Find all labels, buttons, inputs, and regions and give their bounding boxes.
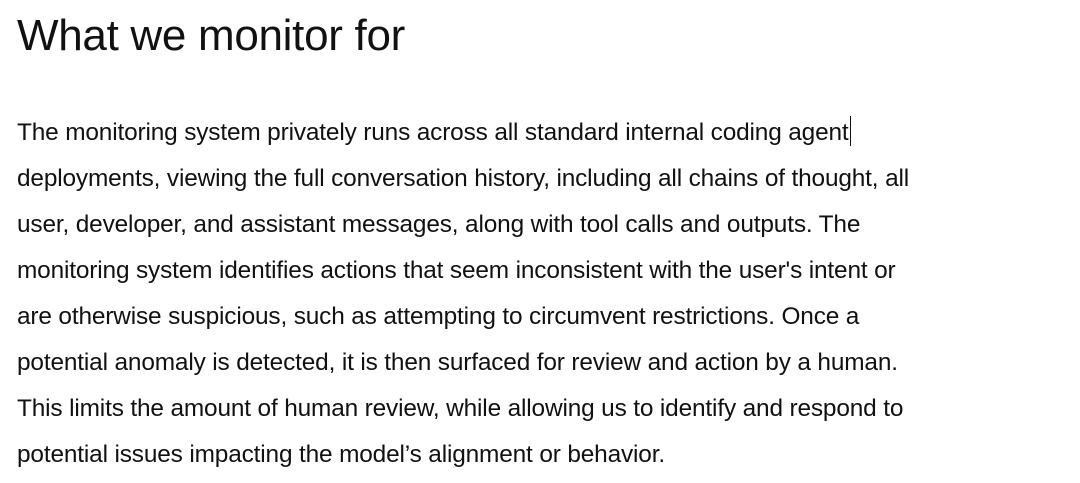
paragraph-line: potential issues impacting the model’s alignment or behavior. [17,441,665,468]
paragraph-line: This limits the amount of human review, while allowing us to identify and respond to [17,395,904,422]
text-cursor [850,116,852,146]
section-heading: What we monitor for [17,11,405,60]
body-paragraph[interactable] [17,110,1077,478]
paragraph-line-text: The monitoring system privately runs across all standard internal coding agent [17,119,849,146]
paragraph-line [17,110,1077,156]
paragraph-line: deployments, viewing the full conversation history, including all chains of thought, all [17,165,910,192]
paragraph-line: are otherwise suspicious, such as attempting to circumvent restrictions. Once a [17,303,860,330]
paragraph-line: user, developer, and assistant messages, along with tool calls and outputs. The [17,211,861,238]
paragraph-line: potential anomaly is detected, it is then surfaced for review and action by a human. [17,349,898,376]
paragraph-line: monitoring system identifies actions that seem inconsistent with the user's intent or [17,257,896,284]
